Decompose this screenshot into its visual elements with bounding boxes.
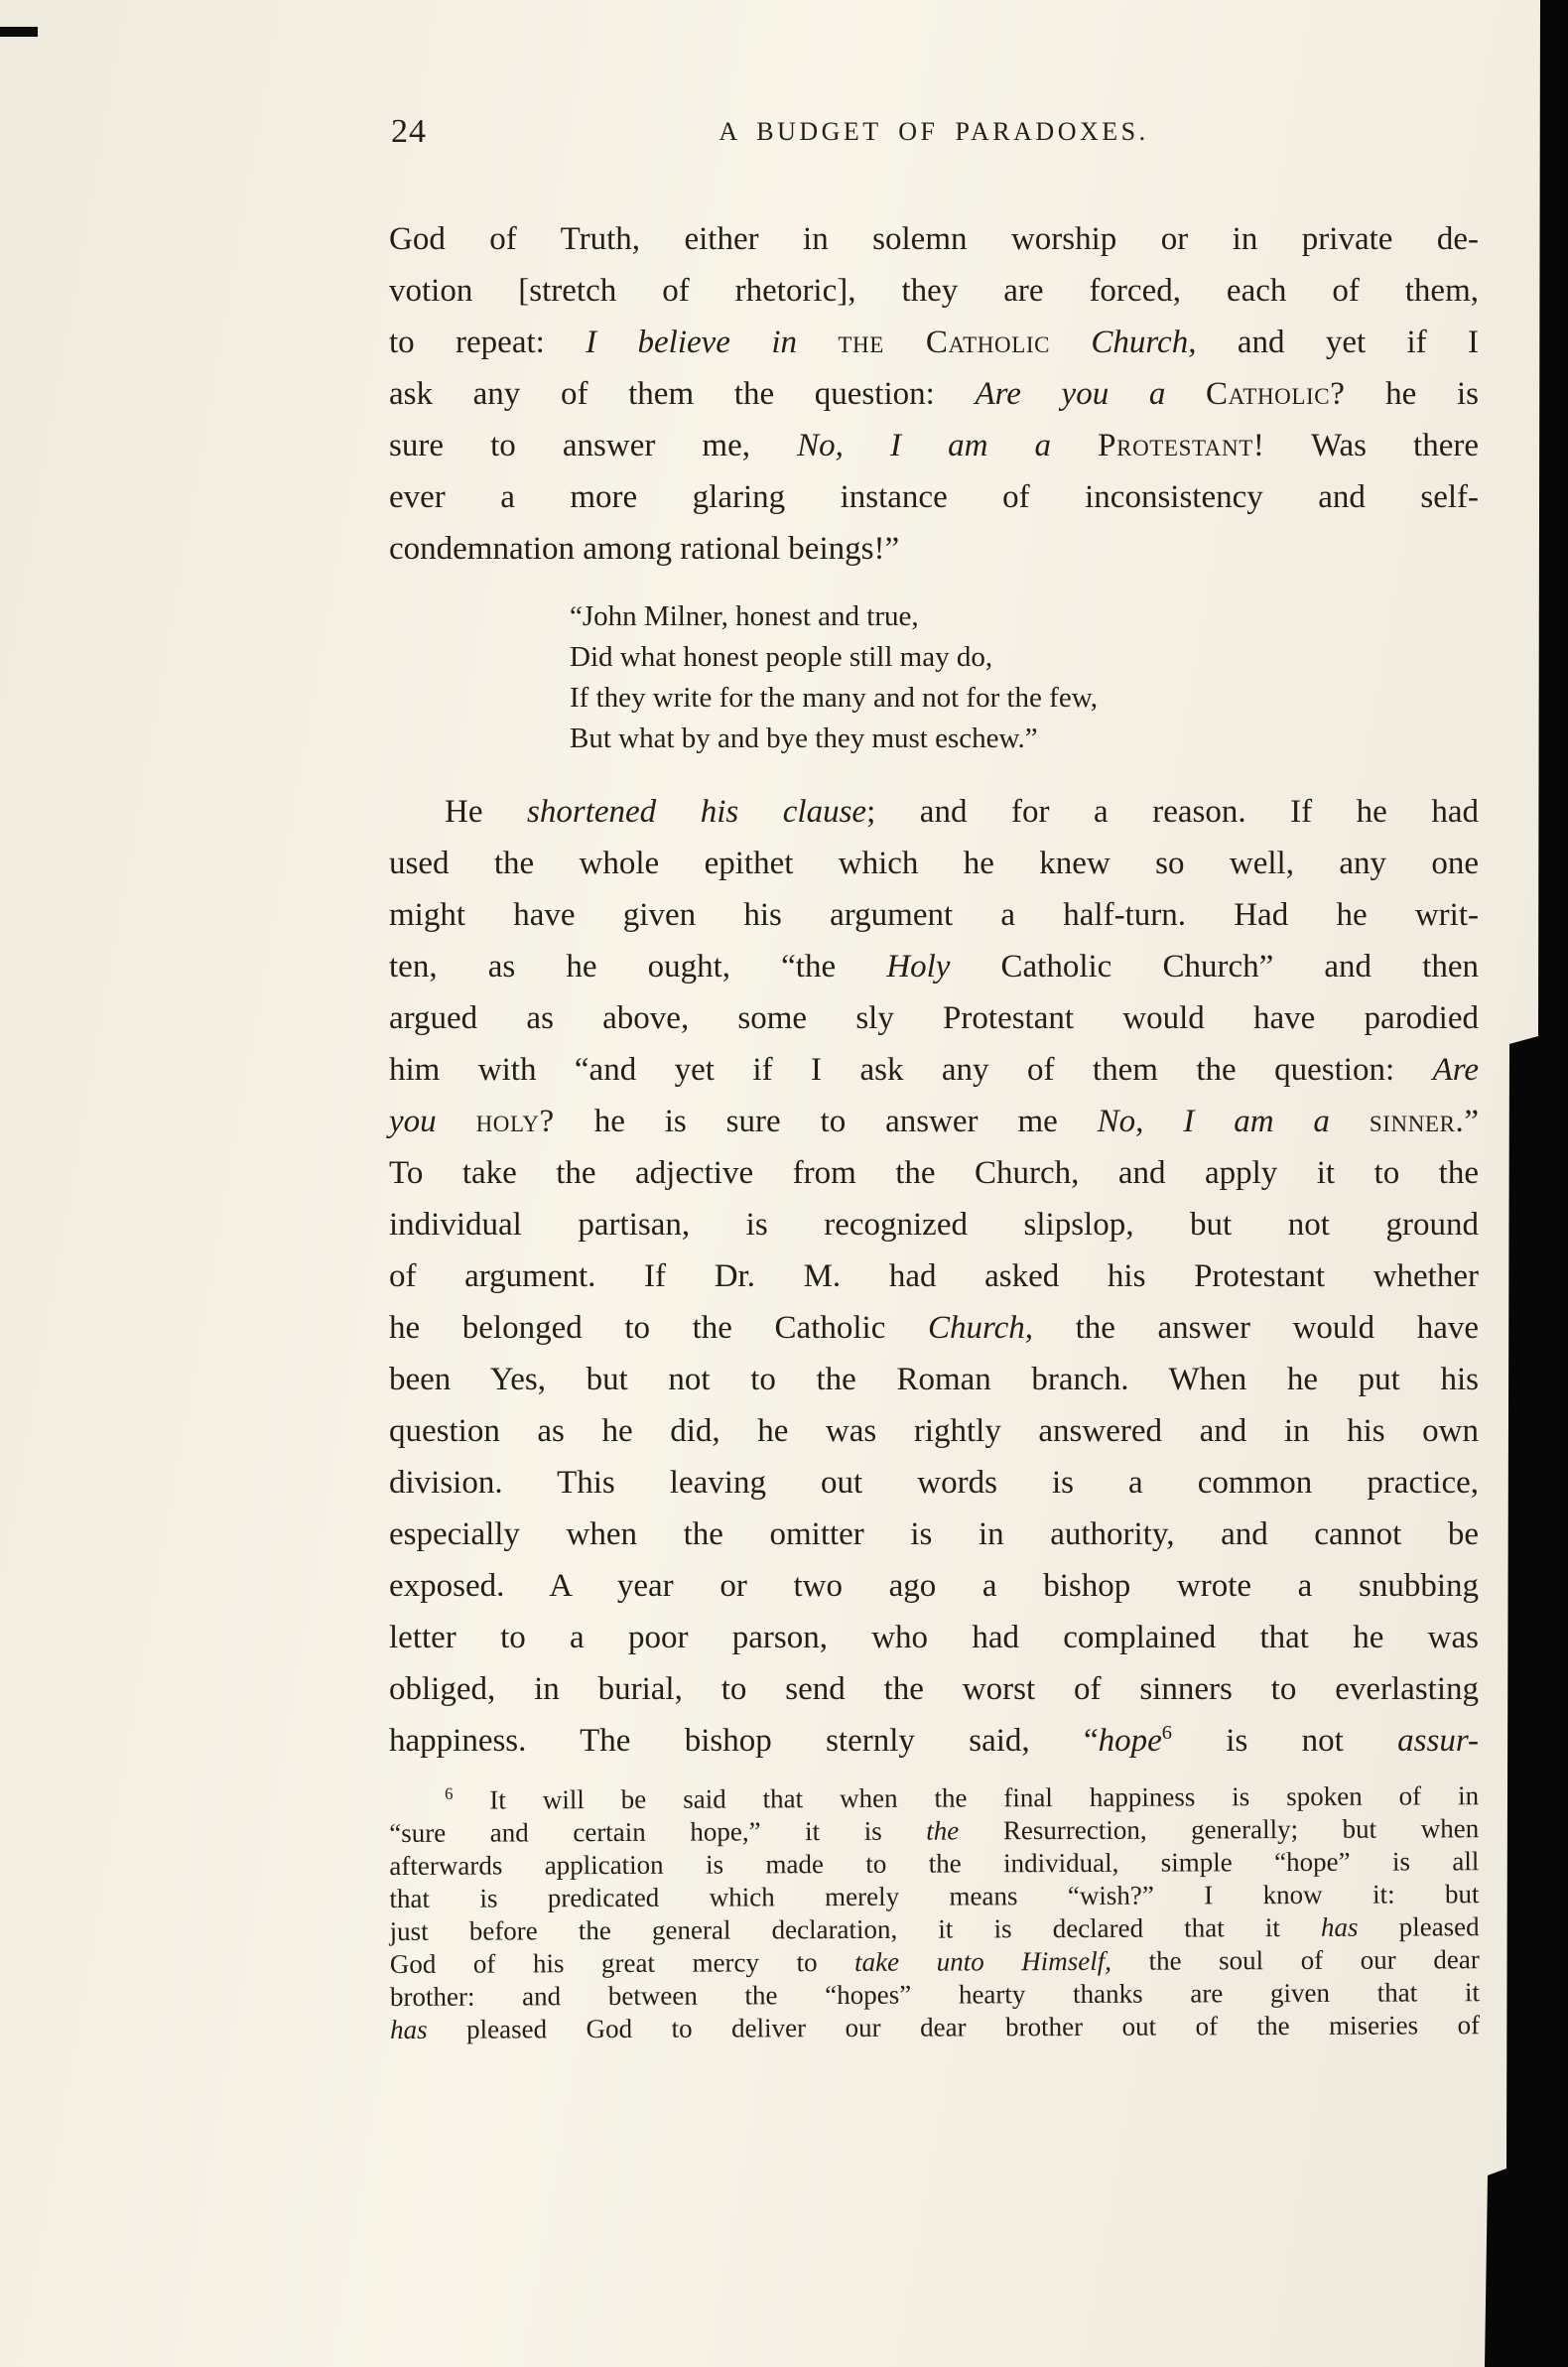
small-caps-text: Catholic? xyxy=(1206,376,1346,412)
text-line xyxy=(390,1943,1480,1981)
text-segment: he belonged to the Catholic xyxy=(389,1310,928,1346)
text-segment xyxy=(1050,325,1091,360)
text-line xyxy=(570,678,1479,719)
text-line xyxy=(389,523,1479,575)
text-line xyxy=(389,889,1479,941)
italic-text: Church, xyxy=(927,1310,1033,1346)
text-line xyxy=(389,1096,1479,1147)
text-segment xyxy=(797,325,838,360)
text-line xyxy=(389,265,1479,317)
text-segment: especially when the omitter is in authority, and cannot be xyxy=(389,1516,1479,1552)
small-caps-text: sinner. xyxy=(1369,1104,1465,1139)
text-segment: votion [stretch of rhetoric], they are forced, each of them, xyxy=(389,273,1479,309)
text-line xyxy=(389,1354,1479,1405)
text-segment: ever a more glaring instance of inconsistency and self- xyxy=(389,479,1479,515)
text-segment: been Yes, but not to the Roman branch. When he put his xyxy=(389,1362,1479,1397)
text-line xyxy=(389,1845,1479,1883)
paragraph-1 xyxy=(389,213,1479,575)
text-segment: If they write for the many and not for the few, xyxy=(570,682,1099,714)
text-segment: ; and for a reason. If he had xyxy=(866,794,1479,830)
text-segment: is not xyxy=(1171,1723,1398,1759)
text-line xyxy=(389,1199,1479,1250)
text-line xyxy=(389,1457,1479,1509)
text-segment: ” xyxy=(1464,1104,1480,1139)
text-segment: God of his great mercy to xyxy=(389,1946,855,1979)
italic-text: Are you a xyxy=(975,376,1166,412)
text-line xyxy=(570,596,1479,637)
text-segment: that is predicated which merely means “wish?” I know it: but xyxy=(389,1879,1480,1913)
text-line xyxy=(390,1910,1480,1948)
italic-text: shortened his clause xyxy=(527,794,867,830)
italic-text: Holy xyxy=(886,949,951,985)
text-segment: the answer would have xyxy=(1032,1310,1479,1346)
text-segment xyxy=(1165,376,1206,412)
running-title: A BUDGET OF PARADOXES. xyxy=(719,117,1149,146)
text-line xyxy=(389,992,1479,1044)
text-segment: question as he did, he was rightly answered and in his own xyxy=(389,1413,1479,1449)
text-line xyxy=(389,1044,1479,1096)
text-segment: Catholic Church” and then xyxy=(950,949,1479,985)
scan-artifact-dash xyxy=(0,27,38,37)
text-line xyxy=(389,1250,1479,1302)
italic-text: No, I am a xyxy=(1097,1104,1330,1139)
text-line xyxy=(389,317,1479,368)
text-segment: letter to a poor parson, who had complained that he was xyxy=(389,1620,1479,1655)
italic-text: Church, xyxy=(1091,325,1197,360)
italic-text: hope xyxy=(1098,1723,1162,1759)
scan-gutter-shadow xyxy=(1477,0,1568,2367)
text-line xyxy=(390,2009,1480,2046)
text-line xyxy=(390,1976,1480,2014)
text-segment: pleased xyxy=(1358,1911,1480,1942)
text-line xyxy=(389,1560,1479,1612)
text-line xyxy=(389,786,1479,838)
text-line xyxy=(389,1812,1479,1850)
text-segment: God of Truth, either in solemn worship or in private de- xyxy=(389,221,1479,257)
text-segment xyxy=(1051,428,1098,463)
text-line xyxy=(389,420,1479,471)
footnote-block xyxy=(389,1779,1480,2046)
small-caps-text: holy? xyxy=(475,1104,555,1139)
italic-text: No, I am a xyxy=(797,428,1052,463)
page-content xyxy=(389,111,1479,2046)
footnote-marker: 6 xyxy=(444,1783,454,1803)
small-caps-text: Protestant! xyxy=(1098,428,1265,463)
text-line xyxy=(389,1302,1479,1354)
italic-text: you xyxy=(389,1104,437,1139)
text-line xyxy=(389,471,1479,523)
text-line xyxy=(389,1405,1479,1457)
text-line xyxy=(389,1147,1479,1199)
text-line xyxy=(389,213,1479,265)
text-segment: individual partisan, is recognized slipslop, but not ground xyxy=(389,1207,1479,1243)
poem-quote xyxy=(570,596,1479,759)
italic-text: I believe in xyxy=(586,325,797,360)
text-segment: To take the adjective from the Church, and apply it to the xyxy=(389,1155,1479,1191)
text-segment: But what by and bye they must eschew.” xyxy=(570,723,1038,754)
text-line xyxy=(570,719,1479,759)
text-segment: condemnation among rational beings!” xyxy=(389,531,900,567)
text-line xyxy=(570,637,1479,678)
text-segment: used the whole epithet which he knew so well, any one xyxy=(389,846,1479,881)
italic-text: has xyxy=(1320,1911,1359,1942)
text-segment: ask any of them the question: xyxy=(389,376,976,412)
text-segment: He xyxy=(445,794,528,830)
text-segment: the soul of our dear xyxy=(1111,1944,1480,1976)
italic-text: has xyxy=(390,2014,428,2044)
text-line xyxy=(389,1663,1479,1715)
paragraph-2 xyxy=(389,786,1479,1767)
text-segment: Was there xyxy=(1264,428,1480,463)
text-segment: him with “and yet if I ask any of them the question: xyxy=(389,1052,1433,1088)
text-segment: he is sure to answer me xyxy=(554,1104,1098,1139)
italic-text: assur- xyxy=(1397,1723,1479,1759)
italic-text: take unto Himself, xyxy=(854,1945,1112,1977)
text-segment: and yet if I xyxy=(1196,325,1480,360)
italic-text: Are xyxy=(1432,1052,1479,1088)
text-segment: Did what honest people still may do, xyxy=(570,641,993,673)
text-segment: argued as above, some sly Protestant would have parodied xyxy=(389,1000,1479,1036)
text-segment: of argument. If Dr. M. had asked his Protestant whether xyxy=(389,1258,1479,1294)
text-segment: happiness. The bishop sternly said, “ xyxy=(389,1723,1099,1759)
small-caps-text: the Catholic xyxy=(838,325,1051,360)
text-line xyxy=(389,1878,1479,1915)
text-segment: just before the general declaration, it is declared that it xyxy=(389,1911,1322,1946)
text-segment xyxy=(437,1104,476,1139)
text-segment: “John Milner, honest and true, xyxy=(570,600,919,632)
page-number: 24 xyxy=(391,113,427,150)
text-line xyxy=(389,368,1479,420)
text-segment: might have given his argument a half-turn. Had he writ- xyxy=(389,897,1479,933)
text-segment: exposed. A year or two ago a bishop wrote a snubbing xyxy=(389,1568,1479,1604)
text-segment: to repeat: xyxy=(389,325,587,360)
text-segment: ten, as he ought, “the xyxy=(389,949,887,985)
page-header xyxy=(389,111,1479,157)
text-segment: obliged, in burial, to send the worst of sinners to everlasting xyxy=(389,1671,1479,1707)
text-segment: division. This leaving out words is a common practice, xyxy=(389,1465,1479,1501)
text-line xyxy=(389,1715,1479,1767)
text-segment: Resurrection, generally; but when xyxy=(959,1813,1480,1846)
footnote-marker: 6 xyxy=(1161,1722,1172,1744)
text-segment: brother: and between the “hopes” hearty thanks are given that it xyxy=(389,1977,1480,2012)
text-line xyxy=(389,838,1479,889)
text-segment: he is xyxy=(1345,376,1479,412)
text-segment: “sure and certain hope,” it is xyxy=(389,1815,927,1848)
italic-text: the xyxy=(926,1815,960,1846)
text-segment: It will be said that when the final happiness is spoken of in xyxy=(453,1780,1480,1815)
text-line xyxy=(389,941,1479,992)
text-segment: afterwards application is made to the individual, simple “hope” is all xyxy=(389,1846,1480,1881)
text-line xyxy=(389,1509,1479,1560)
text-segment: sure to answer me, xyxy=(389,428,798,463)
text-segment: pleased God to deliver our dear brother out of the miseries of xyxy=(427,2010,1481,2044)
text-segment xyxy=(1330,1104,1370,1139)
text-line xyxy=(389,1779,1479,1817)
text-line xyxy=(389,1612,1479,1663)
